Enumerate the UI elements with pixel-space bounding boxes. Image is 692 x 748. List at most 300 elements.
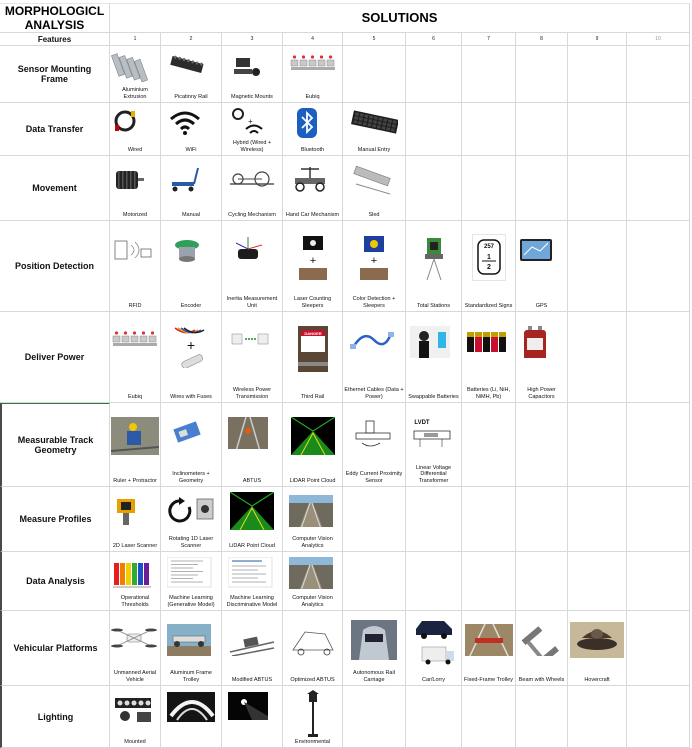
swappable-battery-icon <box>410 326 458 363</box>
column-number <box>462 33 516 46</box>
option-cell <box>406 552 462 611</box>
cable-icon-graphic <box>111 107 159 139</box>
option-cell-hovercraft <box>568 611 627 686</box>
computer-vision-icon-graphic <box>289 557 337 589</box>
option-cell <box>568 487 627 552</box>
option-cell <box>462 686 516 748</box>
column-number <box>406 33 462 46</box>
option-cell-rfid <box>110 221 161 312</box>
option-cell-hand-car <box>283 156 343 221</box>
optimized-abtus-icon-graphic <box>289 624 337 656</box>
wireless-power-icon-graphic <box>228 326 276 358</box>
option-label: Batteries (Li, NiH, NiMH, Pb) <box>466 387 511 400</box>
feature-label: Position Detection <box>14 261 94 271</box>
option-cell-inclinometer <box>161 403 222 487</box>
column-number-label: 7 <box>487 36 490 42</box>
option-cell <box>627 487 690 552</box>
option-label: High Power Capacitors <box>527 387 556 400</box>
beam-icon-graphic <box>518 624 566 656</box>
lidar-icon-graphic <box>230 492 274 530</box>
inclinometer-icon <box>167 417 215 454</box>
thresholds-chart-icon <box>111 557 159 594</box>
option-cell <box>627 611 690 686</box>
option-cell-laser-scanner-2d <box>110 487 161 552</box>
option-cell-aluminium-extrusion <box>110 46 161 103</box>
page-title: MORPHOLOGICL ANALYSIS <box>4 3 105 32</box>
option-label: Autonomous Rail Carriage <box>353 670 395 683</box>
option-cell-motor <box>110 156 161 221</box>
option-cell-cart <box>161 156 222 221</box>
option-label: Magnetic Mounts <box>231 93 273 100</box>
option-cell-worker <box>110 403 161 487</box>
cycling-mechanism-icon <box>228 164 276 201</box>
computer-vision-icon <box>289 495 337 532</box>
option-label: Inclinometers + Geometry <box>172 471 210 484</box>
option-cell <box>627 403 690 487</box>
option-cell-optimized-abtus <box>283 611 343 686</box>
fixed-frame-trolley-icon-graphic <box>465 624 513 656</box>
eddy-current-icon <box>350 417 398 454</box>
column-number <box>568 33 627 46</box>
hovercraft-icon <box>570 622 624 663</box>
total-station-icon-graphic <box>417 234 451 282</box>
option-cell <box>568 221 627 312</box>
hovercraft-icon-graphic <box>570 622 624 658</box>
aluminium-extrusion-icon-graphic <box>111 50 159 82</box>
rfid-icon <box>111 235 159 272</box>
option-cell <box>462 156 516 221</box>
wires-fuses-icon <box>171 326 211 373</box>
mounted-light-icon <box>111 692 159 729</box>
sign-number-top: 257 <box>483 244 494 250</box>
hand-car-icon-graphic <box>289 164 337 196</box>
keyboard-icon <box>350 107 398 144</box>
drone-icon-graphic <box>111 624 159 656</box>
option-cell-imu <box>222 221 283 312</box>
option-cell-lidar <box>222 487 283 552</box>
option-cell-ml-discriminative <box>222 552 283 611</box>
option-label: Optimized ABTUS <box>290 676 335 683</box>
option-cell-laser-counting <box>283 221 343 312</box>
option-label: Bluetooth <box>300 146 325 153</box>
capacitor-icon-graphic <box>518 326 566 358</box>
option-cell <box>568 156 627 221</box>
option-cell <box>343 552 406 611</box>
option-cell-rail-carriage <box>343 611 406 686</box>
column-number-label: 10 <box>655 36 661 42</box>
option-label: Hybrid (Wired + Wireless) <box>232 140 272 153</box>
thresholds-chart-icon-graphic <box>111 557 159 589</box>
option-cell <box>627 552 690 611</box>
feature-label-cell <box>0 611 110 686</box>
option-cell <box>627 312 690 403</box>
option-cell <box>627 156 690 221</box>
option-cell-lvdt <box>406 403 462 487</box>
wifi-icon-graphic <box>167 107 215 139</box>
option-cell-computer-vision <box>283 487 343 552</box>
option-label: Hand Car Mechanism <box>285 211 340 218</box>
solutions-header <box>110 3 690 33</box>
option-label: Wireless Power Transmission <box>232 387 272 400</box>
modified-abtus-icon <box>228 624 276 661</box>
rotating-scanner-icon-graphic <box>167 495 215 527</box>
lidar-icon-graphic <box>291 417 335 455</box>
column-number <box>222 33 283 46</box>
option-cell-lidar <box>283 403 343 487</box>
inclinometer-icon-graphic <box>167 417 215 449</box>
option-cell <box>516 46 568 103</box>
spotlight-icon <box>228 692 276 729</box>
option-label: LiDAR Point Cloud <box>289 477 336 484</box>
option-cell-ethernet <box>343 312 406 403</box>
features-header <box>0 33 110 46</box>
option-cell-sled <box>343 156 406 221</box>
column-number <box>110 33 161 46</box>
danger-sign-text: DANGER <box>303 330 322 336</box>
column-number <box>516 33 568 46</box>
gps-icon <box>518 235 566 272</box>
option-cell-sign <box>462 221 516 312</box>
eubiq-track-icon-graphic <box>111 326 159 358</box>
option-cell <box>516 686 568 748</box>
feature-label-cell <box>0 552 110 611</box>
cycling-mechanism-icon-graphic <box>228 164 276 196</box>
sled-icon <box>350 164 398 201</box>
option-cell-beam <box>516 611 568 686</box>
feature-label-cell <box>0 221 110 312</box>
trolley-icon <box>167 624 215 661</box>
option-cell-cycling-mechanism <box>222 156 283 221</box>
laser-scanner-2d-icon <box>111 495 159 532</box>
feature-label-cell <box>0 312 110 403</box>
aluminium-extrusion-icon <box>111 50 159 87</box>
option-cell-spotlight <box>222 686 283 748</box>
option-cell <box>516 156 568 221</box>
column-number-label: 6 <box>432 36 435 42</box>
option-cell-third-rail <box>283 312 343 403</box>
option-cell <box>406 686 462 748</box>
sign-fraction-denominator: 2 <box>486 264 491 271</box>
option-cell-magnetic-mount <box>222 46 283 103</box>
encoder-icon <box>167 235 215 272</box>
third-rail-icon-graphic <box>298 326 328 372</box>
option-label: Eubiq <box>127 393 143 400</box>
option-cell-rotating-scanner <box>161 487 222 552</box>
option-cell <box>568 103 627 156</box>
option-cell-drone <box>110 611 161 686</box>
lvdt-diagram-text: LVDT <box>413 420 430 426</box>
option-cell-picatinny-rail <box>161 46 222 103</box>
eubiq-track-icon <box>289 50 337 87</box>
eddy-current-icon-graphic <box>350 417 398 449</box>
option-cell <box>627 686 690 748</box>
feature-label-cell <box>0 487 110 552</box>
ethernet-icon-graphic <box>350 326 398 358</box>
option-label: ABTUS <box>242 477 262 484</box>
feature-label: Lighting <box>37 711 74 722</box>
svg-text:+: + <box>370 254 378 267</box>
computer-vision-icon-graphic <box>289 495 337 527</box>
option-cell <box>516 552 568 611</box>
eubiq-track-icon-graphic <box>289 50 337 82</box>
capacitor-icon <box>518 326 566 363</box>
option-cell <box>516 403 568 487</box>
bluetooth-icon <box>289 107 337 144</box>
feature-label: Movement <box>32 183 77 193</box>
option-cell <box>406 103 462 156</box>
feature-label: Data Transfer <box>25 124 84 134</box>
column-number-label: 9 <box>595 36 599 42</box>
cable-icon <box>111 107 159 144</box>
laser-counting-icon-graphic <box>295 234 331 282</box>
column-number-label: 1 <box>133 36 137 42</box>
option-label: Manual <box>181 211 201 218</box>
option-cell-batteries <box>462 312 516 403</box>
solutions-label: SOLUTIONS <box>361 9 438 25</box>
lidar-icon <box>230 492 274 535</box>
svg-text:+: + <box>186 337 196 353</box>
feature-label: Measure Profiles <box>19 514 92 524</box>
title-cell <box>0 3 110 33</box>
option-label: Rotating 1D Laser Scanner <box>168 536 214 549</box>
option-label: Wired <box>127 146 143 153</box>
wires-fuses-icon-graphic <box>171 326 211 368</box>
option-cell-keyboard <box>343 103 406 156</box>
fixed-frame-trolley-icon <box>465 624 513 661</box>
option-cell <box>627 221 690 312</box>
feature-label-cell <box>0 686 110 748</box>
option-cell-swappable-battery <box>406 312 462 403</box>
column-number <box>161 33 222 46</box>
option-label: Ethernet Cables (Data + Power) <box>344 387 404 400</box>
option-label: Encoder <box>180 302 202 309</box>
color-detection-icon-graphic <box>356 234 392 282</box>
option-cell-wires-fuses <box>161 312 222 403</box>
hand-car-icon <box>289 164 337 201</box>
option-cell <box>343 487 406 552</box>
option-label: Total Stations <box>416 302 451 309</box>
bluetooth-icon-graphic <box>289 107 337 139</box>
option-label: 2D Laser Scanner <box>112 542 158 549</box>
column-number <box>283 33 343 46</box>
ml-generative-icon-graphic <box>167 557 215 589</box>
option-cell <box>406 156 462 221</box>
features-label: Features <box>37 34 72 44</box>
lidar-icon <box>291 417 335 460</box>
option-label: Standardized Signs <box>464 302 513 309</box>
led-strip-icon-graphic <box>167 692 215 724</box>
option-label: Sled <box>368 211 380 218</box>
hybrid-icon <box>228 107 276 144</box>
computer-vision-icon <box>289 557 337 594</box>
option-cell <box>516 103 568 156</box>
option-label: Color Detection + Sleepers <box>352 296 396 309</box>
beam-icon <box>518 624 566 661</box>
option-cell <box>406 487 462 552</box>
option-cell <box>516 487 568 552</box>
option-label: Wires with Fuses <box>170 393 212 400</box>
option-label: Inertia Measurement Unit <box>226 296 278 309</box>
option-cell <box>568 686 627 748</box>
option-label: Picatinny Rail <box>174 93 208 100</box>
magnetic-mount-icon-graphic <box>228 50 276 82</box>
ml-discriminative-icon <box>228 557 276 594</box>
option-label: Hovercraft <box>584 676 610 683</box>
imu-icon <box>228 235 276 272</box>
option-cell <box>627 103 690 156</box>
option-cell <box>568 312 627 403</box>
total-station-icon <box>417 234 451 287</box>
picatinny-rail-icon-graphic <box>167 50 215 82</box>
laser-counting-icon <box>295 234 331 287</box>
abtus-icon <box>228 417 276 454</box>
ethernet-icon <box>350 326 398 363</box>
option-cell-hybrid <box>222 103 283 156</box>
option-label: Eubiq <box>305 93 320 100</box>
option-cell <box>568 552 627 611</box>
sign-icon-graphic <box>472 234 506 281</box>
feature-label: Data Analysis <box>26 576 85 586</box>
option-label: Third Rail <box>300 393 325 400</box>
feature-label-cell <box>0 103 110 156</box>
option-cell-computer-vision <box>283 552 343 611</box>
option-cell-eubiq-track <box>283 46 343 103</box>
wifi-icon <box>167 107 215 144</box>
option-cell-wifi <box>161 103 222 156</box>
option-cell-bluetooth <box>283 103 343 156</box>
abtus-icon-graphic <box>228 417 276 449</box>
option-cell <box>462 403 516 487</box>
option-label: Manual Entry <box>357 146 391 153</box>
cart-icon-graphic <box>167 164 215 196</box>
option-cell-encoder <box>161 221 222 312</box>
option-label: LiDAR Point Cloud <box>229 542 275 549</box>
option-label: Car/Lorry <box>422 676 445 683</box>
option-cell <box>462 552 516 611</box>
drone-icon <box>111 624 159 661</box>
batteries-icon-graphic <box>465 326 513 358</box>
column-number-label: 2 <box>189 36 193 42</box>
option-cell <box>406 46 462 103</box>
rail-carriage-icon-graphic <box>351 620 397 660</box>
gps-icon-graphic <box>518 235 566 267</box>
keyboard-icon-graphic <box>350 107 398 139</box>
option-cell-modified-abtus <box>222 611 283 686</box>
third-rail-icon <box>298 326 328 377</box>
option-label: Machine Learning (Generative Model) <box>167 595 215 608</box>
option-label: Unmanned Aerial Vehicle <box>113 670 157 683</box>
worker-icon <box>111 417 159 460</box>
option-cell-total-station <box>406 221 462 312</box>
option-cell <box>568 46 627 103</box>
option-label: Eddy Current Proximity Sensor <box>345 471 403 484</box>
option-label: Fixed-Frame Trolley <box>464 676 513 683</box>
sign-fraction-numerator: 1 <box>486 254 491 261</box>
option-label: Cycling Mechanism <box>228 211 276 218</box>
street-lamp-icon <box>291 690 335 743</box>
laser-scanner-2d-icon-graphic <box>111 495 159 527</box>
feature-label: Measurable Track Geometry <box>17 435 94 455</box>
option-label: RFID <box>128 302 142 309</box>
svg-text:+: + <box>248 117 253 126</box>
ml-discriminative-icon-graphic <box>228 557 276 589</box>
option-cell-led-strip <box>161 686 222 748</box>
sled-icon-graphic <box>350 164 398 196</box>
sign-icon <box>472 234 506 286</box>
feature-label-cell <box>0 46 110 103</box>
option-label: Computer Vision Analytics <box>292 595 333 608</box>
rfid-icon-graphic <box>111 235 159 267</box>
car-lorry-icon <box>414 615 454 670</box>
option-label: Environmental <box>294 738 331 745</box>
option-cell <box>462 103 516 156</box>
car-lorry-icon-graphic <box>414 615 454 665</box>
option-cell-wireless-power <box>222 312 283 403</box>
option-label: Mounted <box>124 738 146 745</box>
option-label: Beam with Wheels <box>518 676 565 683</box>
optimized-abtus-icon <box>289 624 337 661</box>
option-label: Computer Vision Analytics <box>292 536 333 549</box>
column-number <box>627 33 690 46</box>
picatinny-rail-icon <box>167 50 215 87</box>
column-number-label: 3 <box>250 36 254 42</box>
trolley-icon-graphic <box>167 624 215 656</box>
option-cell-trolley <box>161 611 222 686</box>
column-number-label: 8 <box>540 36 543 42</box>
option-label: Aluminum Frame Trolley <box>170 670 212 683</box>
option-cell-thresholds-chart <box>110 552 161 611</box>
feature-label: Sensor Mounting Frame <box>17 64 92 84</box>
option-cell <box>343 686 406 748</box>
option-label: Linear Voltage Differential Transformer <box>415 464 452 484</box>
option-label: Ruler + Protractor <box>113 477 157 484</box>
rail-carriage-icon <box>351 620 397 665</box>
worker-icon-graphic <box>111 417 159 455</box>
rotating-scanner-icon <box>167 495 215 532</box>
option-cell-ml-generative <box>161 552 222 611</box>
option-cell-color-detection <box>343 221 406 312</box>
option-cell-street-lamp <box>283 686 343 748</box>
motor-icon <box>111 164 159 201</box>
option-cell-eddy-current <box>343 403 406 487</box>
feature-label-cell <box>0 403 110 487</box>
color-detection-icon <box>356 234 392 287</box>
motor-icon-graphic <box>111 164 159 196</box>
led-strip-icon <box>167 692 215 729</box>
option-label: Machine Learning Discriminative Model <box>226 595 278 608</box>
option-label: Swappable Batteries <box>408 393 459 400</box>
option-cell <box>462 46 516 103</box>
lvdt-icon <box>410 417 458 454</box>
option-cell <box>462 487 516 552</box>
option-cell <box>627 46 690 103</box>
magnetic-mount-icon <box>228 50 276 87</box>
option-label: Laser Counting Sleepers <box>293 296 332 309</box>
option-label: GPS <box>535 302 548 309</box>
option-cell-cable <box>110 103 161 156</box>
mounted-light-icon-graphic <box>111 692 159 724</box>
column-number-label: 4 <box>311 36 314 42</box>
feature-label-cell <box>0 156 110 221</box>
option-cell-fixed-frame-trolley <box>462 611 516 686</box>
option-cell-mounted-light <box>110 686 161 748</box>
option-label: Modified ABTUS <box>231 676 273 683</box>
option-label: Motorized <box>122 211 148 218</box>
svg-text:+: + <box>309 254 316 267</box>
option-cell-gps <box>516 221 568 312</box>
imu-icon-graphic <box>228 235 276 267</box>
lvdt-icon-graphic <box>410 417 458 449</box>
